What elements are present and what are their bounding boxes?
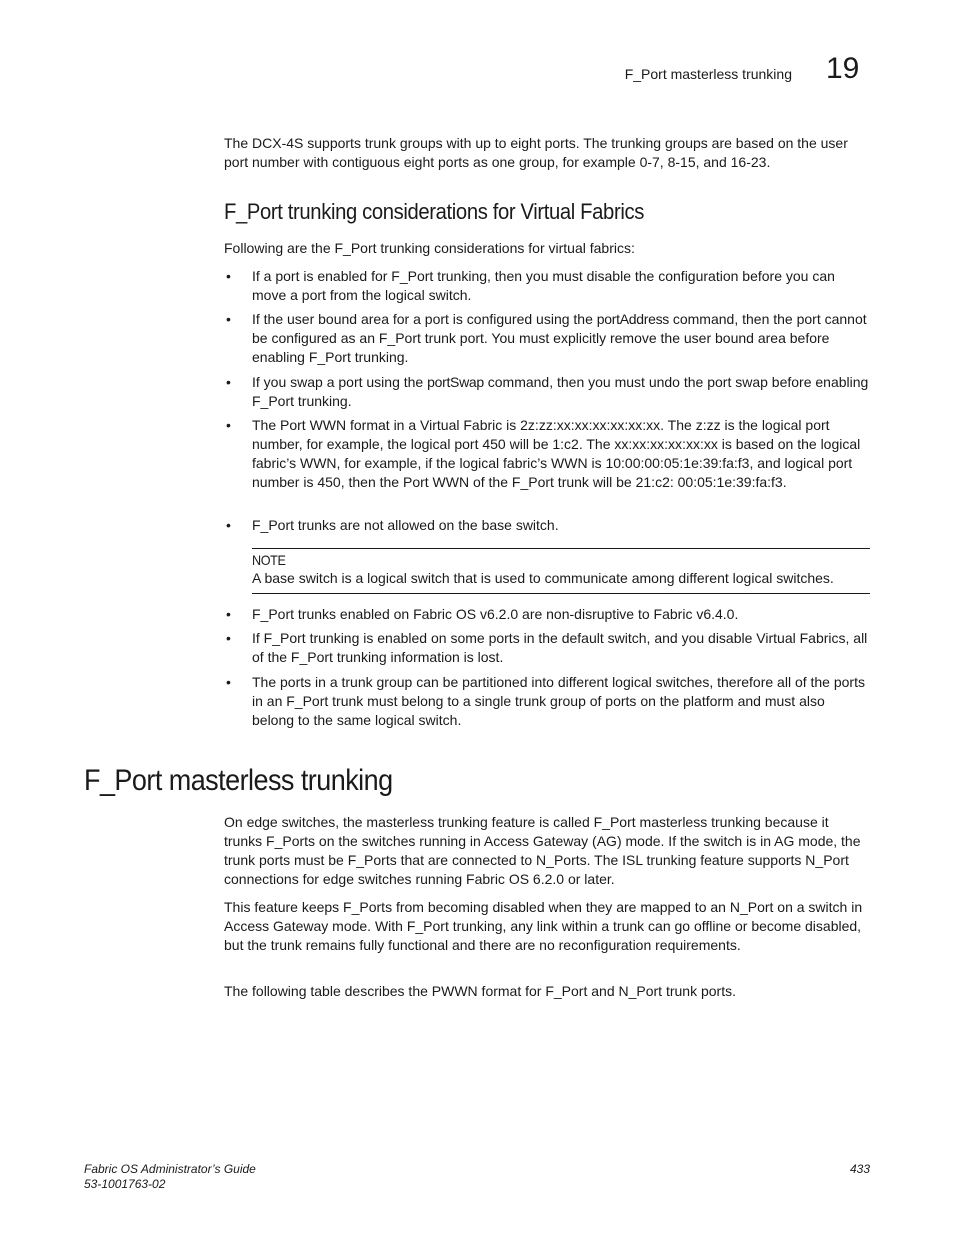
bullet-glyph: • bbox=[226, 311, 231, 327]
bullet-glyph: • bbox=[226, 417, 231, 433]
body-paragraph: The following table describes the PWWN format for F_Port and N_Port trunk ports. bbox=[224, 983, 736, 999]
bullet-item bbox=[224, 267, 870, 305]
running-header-title: F_Port masterless trunking bbox=[624, 66, 792, 82]
bullet-text: If a port is enabled for F_Port trunking, then you must disable the configuration before you can move a port from the logical switch. bbox=[252, 268, 835, 303]
bullet-glyph: • bbox=[226, 630, 231, 646]
bullet-text bbox=[252, 373, 870, 411]
section-lead-paragraph: Following are the F_Port trunking considerations for virtual fabrics: bbox=[224, 240, 635, 256]
bullet-glyph: • bbox=[226, 674, 231, 690]
note-box bbox=[252, 548, 870, 594]
bullet-item bbox=[224, 516, 870, 535]
section-heading-masterless-trunking: F_Port masterless trunking bbox=[84, 764, 393, 797]
footer-doc-number: 53-1001763-02 bbox=[84, 1177, 166, 1191]
command-name-portswap: portSwap bbox=[427, 374, 484, 390]
body-paragraph: On edge switches, the masterless trunking feature is called F_Port masterless trunking because it trunks F_Ports on the switches running in Access Gateway (AG) mode. If the switch is in AG mode, the trunk ports must be F_Ports that are connected to N_Ports. The ISL trunking feature supports N_Port connections for edge switches running Fabric OS 6.2.0 or later. bbox=[224, 814, 861, 887]
footer-document-info bbox=[84, 1162, 256, 1192]
bullet-item bbox=[224, 673, 870, 730]
bullet-item bbox=[224, 310, 870, 367]
footer-guide-title: Fabric OS Administrator’s Guide bbox=[84, 1162, 256, 1176]
bullet-glyph: • bbox=[226, 374, 231, 390]
bullet-text-post: command, then you must undo the port swap before enabling F_Port trunking. bbox=[252, 374, 869, 409]
page-number: 433 bbox=[849, 1162, 870, 1176]
note-text: A base switch is a logical switch that is used to communicate among different logical switches. bbox=[252, 570, 834, 586]
bullet-text: F_Port trunks enabled on Fabric OS v6.2.0 are non-disruptive to Fabric v6.4.0. bbox=[252, 606, 739, 622]
chapter-number: 19 bbox=[826, 52, 860, 85]
bullet-text-post: command, then the port cannot be configured as an F_Port trunk port. You must explicitly remove the user bound area before enabling F_Port trunking. bbox=[252, 311, 867, 365]
bullet-text-pre: If the user bound area for a port is configured using the bbox=[252, 311, 597, 327]
intro-paragraph: The DCX-4S supports trunk groups with up to eight ports. The trunking groups are based on the user port number with contiguous eight ports as one group, for example 0-7, 8-15, and 16-23. bbox=[224, 135, 848, 170]
bullet-text: F_Port trunks are not allowed on the base switch. bbox=[252, 517, 559, 533]
bullet-item bbox=[224, 416, 870, 492]
command-name-portaddress: portAddress bbox=[596, 311, 669, 327]
body-paragraph: This feature keeps F_Ports from becoming disabled when they are mapped to an N_Port on a switch in Access Gateway mode. With F_Port trunking, any link within a trunk can go offline or become disabled, but the trunk remains fully functional and there are no reconfiguration requirements. bbox=[224, 899, 863, 953]
bullet-item bbox=[224, 373, 870, 411]
note-label: NOTE bbox=[252, 552, 286, 568]
bullet-text bbox=[252, 310, 870, 367]
bullet-glyph: • bbox=[226, 268, 231, 284]
section-heading-virtual-fabrics: F_Port trunking considerations for Virtual Fabrics bbox=[224, 199, 644, 224]
bullet-glyph: • bbox=[226, 517, 231, 533]
bullet-text: If F_Port trunking is enabled on some ports in the default switch, and you disable Virtual Fabrics, all of the F_Port trunking information is lost. bbox=[252, 630, 868, 665]
bullet-item bbox=[224, 629, 870, 667]
bullet-text: The Port WWN format in a Virtual Fabric is 2z:zz:xx:xx:xx:xx:xx:xx. The z:zz is the logical port number, for example, the logical port 450 will be 1:c2. The xx:xx:xx:xx:xx:xx is based on the logical fabric’s WWN, for example, if the logical fabric’s WWN is 10:00:00:05:1e:39:fa:f3, and logical port number is 450, then the Port WWN of the F_Port trunk will be 21:c2: 00:05:1e:39:fa:f3. bbox=[252, 417, 861, 490]
bullet-text-pre: If you swap a port using the bbox=[252, 374, 428, 390]
bullet-glyph: • bbox=[226, 606, 231, 622]
bullet-text: The ports in a trunk group can be partitioned into different logical switches, therefore all of the ports in an F_Port trunk must belong to a single trunk group of ports on the platform and must also belong to the same logical switch. bbox=[252, 674, 865, 728]
bullet-item bbox=[224, 605, 870, 624]
